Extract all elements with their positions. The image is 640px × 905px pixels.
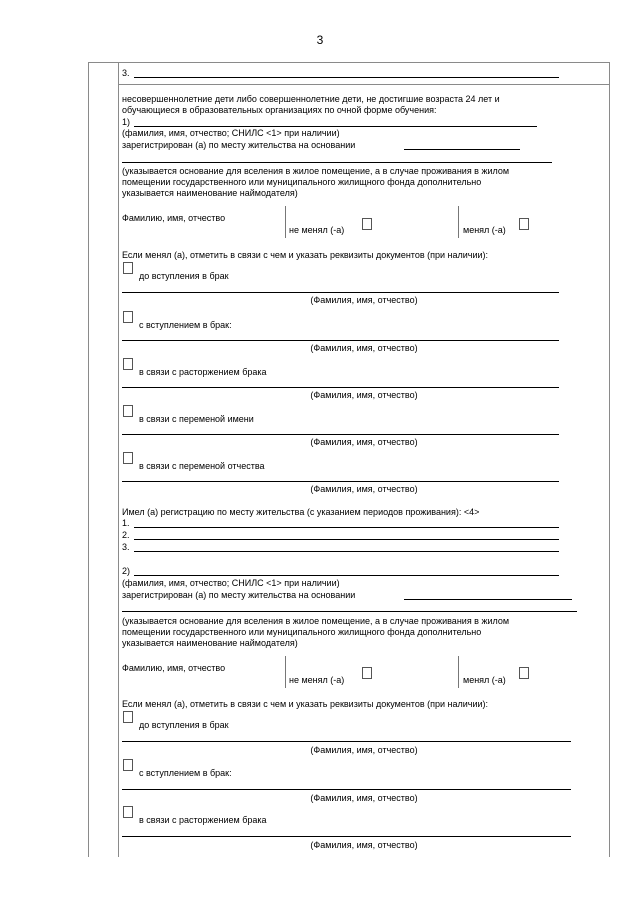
- reg-item-field[interactable]: [134, 539, 559, 540]
- reg-item-label: 2.: [122, 530, 130, 540]
- child-2-reason-field[interactable]: [122, 741, 571, 742]
- child-1-reason-field[interactable]: [122, 340, 559, 341]
- child-1-reason-field[interactable]: [122, 481, 559, 482]
- child-1-not-changed-label: не менял (-а): [289, 225, 345, 235]
- child-1-changed-checkbox[interactable]: [519, 218, 529, 230]
- child-1-fio-changed-label: Фамилию, имя, отчество: [122, 213, 226, 223]
- child-2-number: 2): [122, 566, 131, 576]
- child-2-fio-field[interactable]: [134, 575, 559, 576]
- child-1-had-registration: Имел (а) регистрацию по месту жительства (с указанием периодов проживания): <4>: [122, 507, 480, 517]
- child-1-not-changed-checkbox[interactable]: [362, 218, 372, 230]
- child-1-reason-checkbox[interactable]: [123, 262, 133, 274]
- child-1-fio-field[interactable]: [134, 126, 537, 127]
- child-1-basis-note-1: (указывается основание для вселения в жилое помещение, а в случае проживания в жилом: [122, 166, 510, 176]
- child-1-reason-checkbox[interactable]: [123, 358, 133, 370]
- child-2-reason-checkbox[interactable]: [123, 806, 133, 818]
- reg-item-label: 3.: [122, 542, 130, 552]
- child-1-reason-caption: (Фамилия, имя, отчество): [310, 343, 418, 353]
- child-2-reason-checkbox[interactable]: [123, 711, 133, 723]
- child-2-registered-label: зарегистрирован (а) по месту жительства на основании: [122, 590, 356, 600]
- child-2-reason-caption: (Фамилия, имя, отчество): [310, 840, 418, 850]
- child-1-reason-label: в связи с переменой отчества: [139, 461, 265, 471]
- reg-item-field[interactable]: [134, 527, 559, 528]
- reg-item-field[interactable]: [134, 551, 559, 552]
- child-2-reason-caption: (Фамилия, имя, отчество): [310, 745, 418, 755]
- child-1-reason-label: до вступления в брак: [139, 271, 229, 281]
- child-1-fio-caption: (фамилия, имя, отчество; СНИЛС <1> при наличии): [122, 128, 340, 138]
- row-3-field[interactable]: [134, 77, 559, 78]
- child-2-option-divider-2: [458, 656, 459, 688]
- child-2-fio-changed-label: Фамилию, имя, отчество: [122, 663, 226, 673]
- child-1-option-divider-2: [458, 206, 459, 238]
- child-2-reason-field[interactable]: [122, 789, 571, 790]
- child-2-basis-field[interactable]: [122, 611, 577, 612]
- child-1-reason-checkbox[interactable]: [123, 405, 133, 417]
- child-1-number: 1): [122, 117, 131, 127]
- intro-line-2: обучающиеся в образовательных организациях по очной форме обучения:: [122, 105, 437, 115]
- child-1-changed-label: менял (-а): [463, 225, 506, 235]
- child-2-basis-note-3: указывается наименование наймодателя): [122, 638, 298, 648]
- child-1-basis-field[interactable]: [122, 162, 552, 163]
- child-2-reason-label: с вступлением в брак:: [139, 768, 232, 778]
- child-2-reason-label: в связи с расторжением брака: [139, 815, 267, 825]
- child-2-reason-checkbox[interactable]: [123, 759, 133, 771]
- child-1-registered-label: зарегистрирован (а) по месту жительства на основании: [122, 140, 356, 150]
- child-1-reason-checkbox[interactable]: [123, 452, 133, 464]
- child-1-basis-note-3: указывается наименование наймодателя): [122, 188, 298, 198]
- child-1-registered-field[interactable]: [404, 149, 520, 150]
- child-1-reason-caption: (Фамилия, имя, отчество): [310, 295, 418, 305]
- child-2-basis-note-1: (указывается основание для вселения в жилое помещение, а в случае проживания в жилом: [122, 616, 510, 626]
- child-1-basis-note-2: помещении государственного или муниципального жилищного фонда дополнительно: [122, 177, 482, 187]
- child-1-reason-caption: (Фамилия, имя, отчество): [310, 484, 418, 494]
- child-2-reason-label: до вступления в брак: [139, 720, 229, 730]
- child-2-registered-field[interactable]: [404, 599, 572, 600]
- row-3-label: 3.: [122, 68, 130, 78]
- child-2-reason-caption: (Фамилия, имя, отчество): [310, 793, 418, 803]
- child-1-if-changed: Если менял (а), отметить в связи с чем и указать реквизиты документов (при наличии):: [122, 250, 489, 260]
- child-1-reason-field[interactable]: [122, 434, 559, 435]
- child-2-changed-label: менял (-а): [463, 675, 506, 685]
- child-2-fio-caption: (фамилия, имя, отчество; СНИЛС <1> при наличии): [122, 578, 340, 588]
- child-2-basis-note-2: помещении государственного или муниципального жилищного фонда дополнительно: [122, 627, 482, 637]
- child-1-reason-checkbox[interactable]: [123, 311, 133, 323]
- reg-item-label: 1.: [122, 518, 130, 528]
- child-2-changed-checkbox[interactable]: [519, 667, 529, 679]
- child-1-reason-field[interactable]: [122, 292, 559, 293]
- child-1-reason-label: в связи с расторжением брака: [139, 367, 267, 377]
- intro-line-1: несовершеннолетние дети либо совершеннолетние дети, не достигшие возраста 24 лет и: [122, 94, 500, 104]
- table-row-divider: [118, 84, 610, 85]
- child-1-reason-caption: (Фамилия, имя, отчество): [310, 437, 418, 447]
- table-top-border: [88, 62, 610, 63]
- child-2-if-changed: Если менял (а), отметить в связи с чем и указать реквизиты документов (при наличии):: [122, 699, 489, 709]
- child-1-option-divider-1: [285, 206, 286, 238]
- child-1-reason-label: в связи с переменой имени: [139, 414, 254, 424]
- child-2-not-changed-label: не менял (-а): [289, 675, 345, 685]
- child-2-option-divider-1: [285, 656, 286, 688]
- child-2-not-changed-checkbox[interactable]: [362, 667, 372, 679]
- child-1-reason-field[interactable]: [122, 387, 559, 388]
- child-1-reason-caption: (Фамилия, имя, отчество): [310, 390, 418, 400]
- table-left-border: [88, 62, 89, 857]
- table-right-border: [609, 62, 610, 857]
- child-2-reason-field[interactable]: [122, 836, 571, 837]
- table-column-divider: [118, 62, 119, 857]
- page-number: 3: [316, 33, 324, 47]
- child-1-reason-label: с вступлением в брак:: [139, 320, 232, 330]
